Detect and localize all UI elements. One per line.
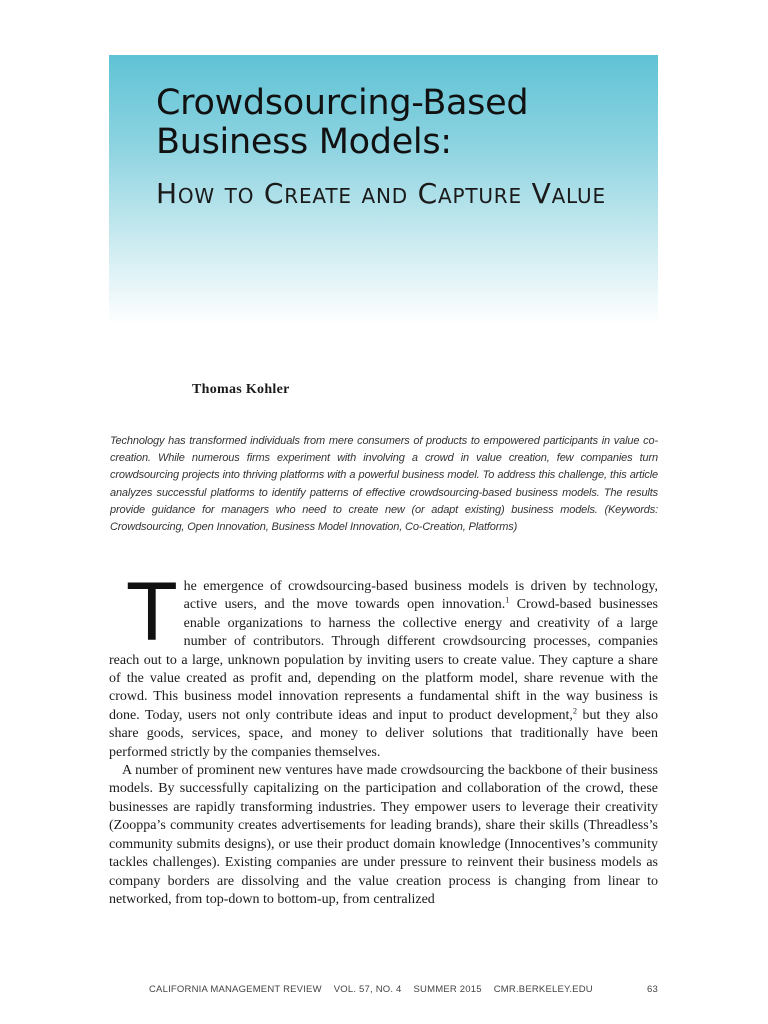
author-name: Thomas Kohler	[192, 382, 290, 397]
paragraph-text: but they also share goods, services, space, and money to deliver solutions that traditionally have been performed strictly by the companies themselves.	[109, 707, 658, 760]
paragraph-text: Crowd-based businesses enable organizations to harness the collective energy and creativity of a large number of contributors. Through different crowdsourcing processes, companies reach out to a large, unknown population by inviting users to create value. They capture a share of the value created as profit and, depending on the platform model, share revenue with the crowd. This business model innovation represents a fundamental shift in the way business is done. Today, users not only contribute ideas and input to product development,	[109, 597, 658, 723]
drop-cap: T	[128, 569, 176, 659]
paragraph-text: he emergence of crowdsourcing-based business models is driven by technology, active users, and the move towards open innovation.	[183, 579, 658, 613]
footnote-marker[interactable]: 1	[505, 595, 510, 605]
journal-name: CALIFORNIA MANAGEMENT REVIEW	[149, 984, 322, 995]
article-subtitle: How to Create and Capture Value	[156, 177, 606, 210]
article-body	[109, 569, 658, 909]
page-number: 63	[647, 984, 658, 995]
issue-date: SUMMER 2015	[413, 984, 482, 995]
abstract: Technology has transformed individuals from mere consumers of products to empowered participants in value co-creation. While numerous firms experiment with involving a crowd in value creation, few companies turn crowdsourcing projects into thriving platforms with a powerful business model. To address this challenge, this article analyzes successful platforms to identify patterns of effective crowdsourcing-based business models. The results provide guidance for managers who need to create new (or adapt existing) business models. (Keywords: Crowdsourcing, Open Innovation, Business Model Innovation, Co-Creation, Platforms)	[110, 435, 658, 534]
journal-website[interactable]: CMR.BERKELEY.EDU	[493, 984, 593, 995]
page-footer	[149, 984, 658, 995]
footnote-marker[interactable]: 2	[572, 706, 577, 716]
body-paragraph: A number of prominent new ventures have made crowdsourcing the backbone of their business models. By successfully capitalizing on the participation and collaboration of the crowd, these businesses are rapidly transforming industries. They empower users to leverage their creativity (Zooppa’s community creates advertisements for leading brands), share their skills (Threadless’s community submits designs), or use their product domain knowledge (Innocentives’s community tackles challenges). Existing companies are under pressure to reinvent their business models as company borders are dissolving and the value creation process is changing from linear to networked, from top-down to bottom-up, from centralized	[109, 763, 658, 907]
article-title: Crowdsourcing-Based Business Models:	[156, 83, 529, 162]
volume-info: VOL. 57, NO. 4	[333, 984, 402, 995]
body-paragraph	[109, 569, 658, 762]
